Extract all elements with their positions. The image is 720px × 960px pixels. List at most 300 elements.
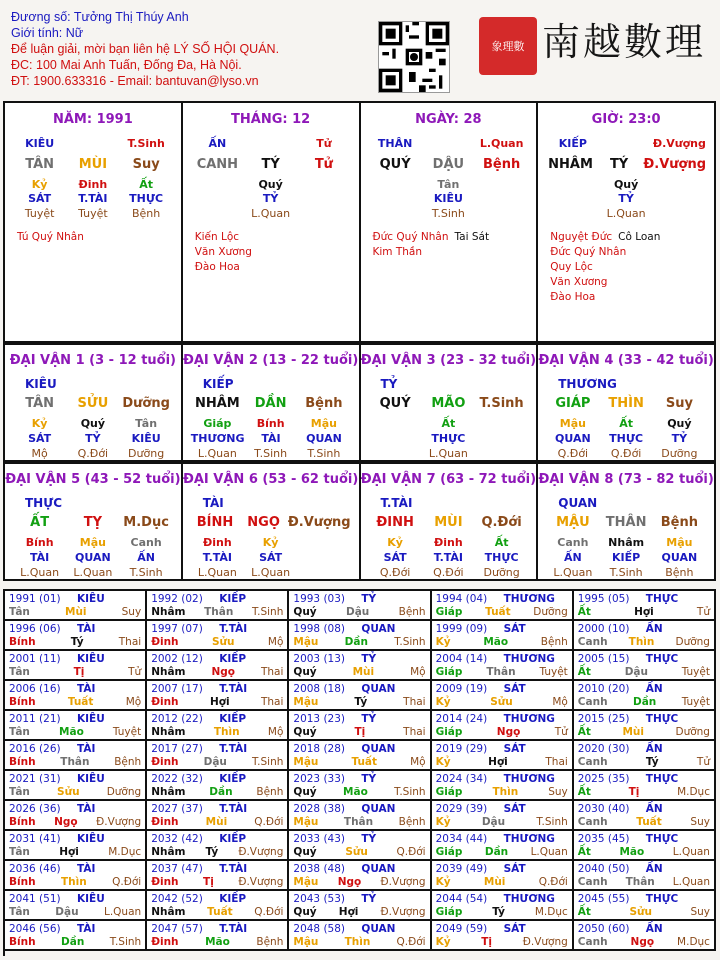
- dai-van-phases-item: Dưỡng: [661, 447, 698, 460]
- year-line-2: [436, 696, 568, 708]
- year-stem: Tân: [9, 846, 30, 858]
- dai-van-stem-branch: [546, 396, 706, 411]
- year-ten-god: SÁT: [503, 803, 526, 815]
- year-line-1: [9, 773, 141, 787]
- year-ten-god: TỶ: [361, 593, 377, 605]
- pillar-phases-item: [191, 207, 244, 220]
- year-label: 2049 (59): [435, 923, 488, 935]
- pillar-stars: [195, 230, 252, 275]
- year-ten-god: QUAN: [361, 743, 396, 755]
- year-branch: Hợi: [59, 846, 79, 858]
- pillar-title: THÁNG: 12: [231, 112, 311, 127]
- pillar-top-item: THÂN: [377, 137, 413, 150]
- year-branch: Ngọ: [630, 936, 655, 948]
- dai-van-hidden-item: Ất: [441, 417, 456, 430]
- year-line-1: [578, 653, 710, 667]
- dai-van-stem-branch-item: ẤT: [30, 515, 50, 530]
- year-line-2: [9, 756, 141, 768]
- year-line-1: [578, 743, 710, 757]
- star-line: [195, 230, 252, 245]
- pillar-stem-branch: [13, 157, 173, 172]
- year-cell: [5, 621, 147, 651]
- year-cell: [289, 891, 431, 921]
- year-ten-god: QUAN: [361, 623, 396, 635]
- year-phase: Mộ: [267, 636, 284, 648]
- year-stem: Giáp: [435, 786, 463, 798]
- year-line-1: [436, 833, 568, 847]
- pillar-hidden-stems-item: [653, 178, 706, 191]
- dai-van-gods-item: TỶ: [671, 432, 688, 445]
- dai-van-phases: [369, 447, 529, 460]
- year-phase: T.Sinh: [251, 756, 284, 768]
- year-ten-god: ẤN: [645, 923, 663, 935]
- pillar-top: [369, 137, 529, 150]
- year-label: 2004 (14): [435, 653, 488, 665]
- year-label: 1995 (05): [577, 593, 630, 605]
- year-line-1: [436, 713, 568, 727]
- year-line-2: [578, 786, 710, 798]
- dai-van-hidden: [191, 417, 351, 430]
- year-cell: [5, 681, 147, 711]
- dai-van-gods: [546, 432, 706, 445]
- year-cell: [574, 891, 716, 921]
- year-line-2: [9, 876, 141, 888]
- star-line: [550, 275, 660, 290]
- year-stem: Bính: [9, 816, 36, 828]
- year-cell: [574, 861, 716, 891]
- year-line-1: [436, 653, 568, 667]
- year-line-2: [293, 906, 425, 918]
- year-label: 2012 (22): [151, 713, 203, 725]
- year-line-1: [9, 713, 141, 727]
- year-line-2: [293, 756, 425, 768]
- dai-van-title: ĐẠI VẬN 4 (33 - 42 tuổi): [538, 353, 714, 368]
- year-line-1: [293, 623, 425, 637]
- year-cell: [147, 831, 289, 861]
- dai-van-hidden-item: Kỷ: [387, 536, 403, 549]
- year-phase: Mộ: [410, 756, 426, 768]
- year-line-2: [578, 816, 710, 828]
- dai-van-hidden-item: Canh: [130, 536, 162, 549]
- year-line-2: [9, 936, 141, 948]
- year-stem: Mậu: [293, 936, 319, 948]
- year-phase: T.Sinh: [536, 816, 568, 828]
- year-branch: Thân: [343, 816, 374, 828]
- pillar-stem-branch: [546, 157, 706, 172]
- dai-van-gods-item: SÁT: [28, 432, 52, 445]
- year-cell: [432, 921, 574, 951]
- year-stem: Bính: [9, 636, 36, 648]
- dai-van-gods-item: QUAN: [75, 551, 111, 564]
- star-line: [550, 260, 660, 275]
- year-label: 2033 (43): [293, 833, 346, 845]
- year-line-1: [436, 863, 568, 877]
- dai-van-god: KIẾP: [202, 377, 234, 391]
- year-ten-god: TỶ: [361, 893, 377, 905]
- year-stem: Kỷ: [435, 696, 451, 708]
- year-line-2: [293, 816, 425, 828]
- year-label: 2032 (42): [151, 833, 203, 845]
- year-line-2: [578, 936, 710, 948]
- dai-van-phases-item: L.Quan: [251, 566, 291, 579]
- year-stem: Mậu: [293, 636, 319, 648]
- year-line-2: [151, 606, 283, 618]
- year-line-2: [151, 906, 283, 918]
- year-label: 2047 (57): [151, 923, 203, 935]
- year-phase: Bệnh: [256, 786, 284, 798]
- year-cell: [147, 861, 289, 891]
- dai-van-phases-item: T.Sinh: [254, 447, 288, 460]
- dai-van-gods-item: THỰC: [609, 432, 644, 445]
- pillar-stem-branch-item: NHÂM: [548, 157, 593, 172]
- year-line-2: [436, 936, 568, 948]
- year-line-1: [151, 923, 283, 937]
- dai-van-stem-branch: [369, 396, 529, 411]
- year-line-1: [293, 683, 425, 697]
- dai-van-gods: [369, 551, 529, 564]
- star-line: [195, 245, 252, 260]
- year-line-2: [151, 786, 283, 798]
- dai-van-cell: [361, 464, 539, 581]
- year-cell: [147, 921, 289, 951]
- year-stem: Ất: [577, 606, 591, 618]
- year-label: 2029 (39): [435, 803, 488, 815]
- pillar-ten-gods-item: TỶ: [618, 192, 634, 205]
- year-branch: Tuất: [351, 756, 378, 768]
- year-ten-god: TỶ: [361, 653, 377, 665]
- year-line-1: [293, 923, 425, 937]
- pillar-ten-gods: [13, 192, 173, 205]
- year-label: 1992 (02): [151, 593, 203, 605]
- year-branch: Sửu: [629, 906, 652, 918]
- year-phase: Tử: [696, 756, 710, 768]
- year-label: 2002 (12): [151, 653, 203, 665]
- year-label: 1994 (04): [435, 593, 488, 605]
- year-cell: [289, 681, 431, 711]
- year-stem: Ất: [577, 666, 591, 678]
- pillar-top: [13, 137, 173, 150]
- star-line: [550, 245, 660, 260]
- dai-van-stem-branch-item: Suy: [665, 396, 693, 411]
- year-stem: Quý: [293, 666, 317, 678]
- year-line-2: [578, 906, 710, 918]
- dai-van-hidden: [13, 536, 173, 549]
- year-line-1: [578, 773, 710, 787]
- year-cell: [574, 591, 716, 621]
- dai-van-stem-branch-item: M.Dục: [123, 515, 169, 530]
- year-branch: Tị: [354, 726, 366, 738]
- year-stem: Mậu: [293, 696, 319, 708]
- year-branch: Dần: [61, 936, 85, 948]
- dai-van-stem-branch-item: NHÂM: [194, 396, 240, 411]
- year-stem: Ất: [577, 906, 591, 918]
- year-phase: Đ.Vượng: [238, 846, 284, 858]
- year-ten-god: THỰC: [645, 773, 679, 785]
- dai-van-stem-branch-item: GIÁP: [555, 396, 591, 411]
- pillar-stem-branch-item: DẬU: [432, 157, 465, 172]
- pillar-cell: [5, 103, 183, 343]
- owner-info: [11, 9, 279, 89]
- year-phase: T.Sinh: [251, 606, 284, 618]
- year-phase: Bệnh: [114, 756, 142, 768]
- pillar-phases-item: L.Quan: [251, 207, 291, 220]
- year-line-2: [151, 846, 283, 858]
- dai-van-phases: [369, 566, 529, 579]
- year-ten-god: KIẾP: [219, 713, 247, 725]
- dai-van-gods-item: TỶ: [85, 432, 101, 445]
- year-branch: Dậu: [624, 666, 648, 678]
- year-line-2: [9, 666, 141, 678]
- pillar-ten-gods-item: [653, 192, 706, 205]
- dai-van-hidden-item: Nhâm: [608, 536, 645, 549]
- year-stem: Giáp: [435, 846, 463, 858]
- year-ten-god: THỰC: [645, 833, 679, 845]
- year-label: 2021 (31): [9, 773, 61, 785]
- dai-van-stem-branch: [191, 515, 351, 530]
- year-stem: Đinh: [151, 696, 179, 708]
- year-cell: [432, 621, 574, 651]
- year-label: 1999 (09): [435, 623, 488, 635]
- year-branch: Hợi: [488, 756, 508, 768]
- year-branch: Tị: [73, 666, 85, 678]
- year-ten-god: THƯƠNG: [503, 893, 555, 905]
- year-phase: Bệnh: [540, 636, 568, 648]
- dai-van-hidden-item: [297, 536, 350, 549]
- year-line-2: [293, 876, 425, 888]
- dai-van-gods-item: SÁT: [383, 551, 407, 564]
- year-ten-god: TÀI: [77, 743, 96, 755]
- year-cell: [432, 651, 574, 681]
- pillar-top-item: L.Quan: [479, 137, 524, 150]
- year-branch: Mão: [619, 846, 645, 858]
- year-line-1: [9, 863, 141, 877]
- year-label: 1998 (08): [293, 623, 346, 635]
- pillar-phases: [546, 207, 706, 220]
- pillar-stem-branch: [191, 157, 351, 172]
- star-line: [550, 230, 660, 245]
- year-line-1: [9, 803, 141, 817]
- pillar-hidden-stems-item: [475, 178, 528, 191]
- year-cell: [574, 741, 716, 771]
- year-line-2: [578, 696, 710, 708]
- year-line-1: [436, 623, 568, 637]
- star-line: [17, 230, 84, 245]
- year-stem: Giáp: [435, 726, 463, 738]
- pillar-top-item: Tử: [316, 137, 332, 150]
- year-cell: [432, 831, 574, 861]
- year-stem: Kỷ: [435, 756, 451, 768]
- year-label: 2048 (58): [293, 923, 346, 935]
- year-cell: [289, 921, 431, 951]
- pillar-phases-item: Tuyệt: [24, 207, 55, 220]
- year-line-2: [578, 756, 710, 768]
- year-line-1: [436, 893, 568, 907]
- year-line-1: [151, 803, 283, 817]
- year-cell: [289, 591, 431, 621]
- year-stem: Nhâm: [151, 666, 186, 678]
- year-branch: Ngọ: [337, 876, 362, 888]
- dai-van-stem-branch-item: QUÝ: [379, 396, 411, 411]
- dai-van-stem-branch-item: THÂN: [605, 515, 647, 530]
- dai-van-gods-item: SÁT: [259, 551, 283, 564]
- year-line-1: [293, 713, 425, 727]
- year-phase: Thai: [403, 726, 426, 738]
- year-line-2: [293, 936, 425, 948]
- star-line: [373, 230, 490, 245]
- year-cell: [574, 681, 716, 711]
- year-phase: Đ.Vượng: [380, 906, 426, 918]
- dai-van-gods-item: ẤN: [137, 551, 155, 564]
- year-phase: Tử: [128, 666, 142, 678]
- year-stem: Đinh: [151, 816, 179, 828]
- dai-van-god: THỰC: [25, 496, 63, 510]
- pillar-hidden-stems-item: [546, 178, 599, 191]
- dai-van-stem-branch-item: THÌN: [608, 396, 644, 411]
- pillar-ten-gods: [546, 192, 706, 205]
- year-line-2: [436, 816, 568, 828]
- year-label: 1993 (03): [293, 593, 346, 605]
- year-label: 2041 (51): [9, 893, 61, 905]
- year-phase: L.Quan: [103, 906, 142, 918]
- year-cell: [5, 711, 147, 741]
- dai-van-gods-item: [475, 432, 528, 445]
- dai-van-gods: [191, 432, 351, 445]
- year-branch: Tý: [354, 696, 368, 708]
- dai-van-phases: [191, 566, 351, 579]
- year-line-2: [9, 846, 141, 858]
- pillar-top-item: KIẾP: [558, 137, 587, 150]
- year-branch: Hợi: [209, 696, 230, 708]
- year-ten-god: T.TÀI: [219, 683, 248, 695]
- dai-van-phases-item: [369, 447, 422, 460]
- year-phase: M.Dục: [677, 786, 710, 798]
- year-phase: Mộ: [125, 696, 142, 708]
- pillar-phases-item: [475, 207, 528, 220]
- year-line-1: [578, 923, 710, 937]
- year-cell: [432, 801, 574, 831]
- pillar-ten-gods: [191, 192, 351, 205]
- star-extra: Tai Sát: [454, 231, 490, 243]
- year-ten-god: THỰC: [645, 893, 679, 905]
- pillar-phases-item: L.Quan: [606, 207, 646, 220]
- year-phase: Q.Đới: [538, 876, 568, 888]
- dai-van-gods-item: TÀI: [261, 432, 281, 445]
- year-ten-god: ẤN: [645, 683, 663, 695]
- year-line-2: [578, 666, 710, 678]
- dai-van-title: ĐẠI VẬN 6 (53 - 62 tuổi): [182, 472, 359, 487]
- year-label: 1991 (01): [9, 593, 61, 605]
- year-cell: [432, 591, 574, 621]
- dai-van-phases-item: Bệnh: [665, 566, 694, 579]
- year-line-2: [578, 876, 710, 888]
- pillar-stem-branch-item: Đ.Vượng: [643, 157, 706, 172]
- year-label: 2046 (56): [9, 923, 61, 935]
- dai-van-stem-branch-item: Q.Đới: [481, 515, 522, 530]
- dai-van-gods: [13, 551, 173, 564]
- year-line-2: [293, 786, 425, 798]
- year-ten-god: ẤN: [645, 863, 663, 875]
- dai-van-stem-branch-item: TỴ: [83, 515, 103, 530]
- dai-van-hidden-item: Kỷ: [262, 536, 279, 549]
- year-label: 2003 (13): [293, 653, 346, 665]
- year-cell: [574, 621, 716, 651]
- dai-van-cell: [5, 464, 183, 581]
- dai-van-stem-branch-item: NGỌ: [247, 515, 280, 530]
- year-cell: [147, 681, 289, 711]
- dai-van-hidden: [369, 536, 529, 549]
- dai-van-cell: [538, 464, 716, 581]
- year-stem: Mậu: [293, 816, 319, 828]
- year-branch: Mùi: [483, 876, 506, 888]
- year-branch: Tuất: [67, 696, 94, 708]
- pillar-hidden-stems: [191, 178, 351, 191]
- year-stem: Kỷ: [435, 636, 451, 648]
- year-stem: Nhâm: [151, 606, 186, 618]
- year-label: 2036 (46): [9, 863, 61, 875]
- year-line-2: [151, 636, 283, 648]
- year-cell: [574, 651, 716, 681]
- year-stem: Canh: [577, 756, 608, 768]
- pillar-hidden-stems-item: [369, 178, 422, 191]
- dai-van-phases-item: L.Quan: [20, 566, 60, 579]
- year-branch: Tị: [628, 786, 640, 798]
- year-branch: Ngọ: [211, 666, 235, 678]
- pillar-title: GIỜ: 23:0: [591, 112, 661, 127]
- year-line-2: [436, 846, 568, 858]
- star-name: Đào Hoa: [194, 261, 240, 273]
- four-pillars: [3, 101, 716, 343]
- year-ten-god: TÀI: [77, 683, 96, 695]
- year-cell: [574, 831, 716, 861]
- year-stem: Ất: [577, 786, 591, 798]
- dai-van-phases-item: Dưỡng: [128, 447, 165, 460]
- dai-van-phases-item: T.Sinh: [129, 566, 163, 579]
- year-stem: Nhâm: [151, 726, 186, 738]
- year-label: 2001 (11): [9, 653, 61, 665]
- year-phase: Thai: [545, 756, 568, 768]
- dai-van-hidden-item: Mậu: [79, 536, 106, 549]
- dai-van-gods-item: QUAN: [661, 551, 698, 564]
- year-phase: Bệnh: [398, 606, 426, 618]
- year-label: 2040 (50): [577, 863, 630, 875]
- seal-text: 象理數: [491, 39, 525, 53]
- year-phase: Q.Đới: [396, 846, 426, 858]
- dai-van-gods-item: [297, 551, 350, 564]
- dai-van-phases-item: T.Sinh: [307, 447, 341, 460]
- year-stem: Đinh: [151, 636, 179, 648]
- brand-title: 南越數理: [542, 20, 707, 64]
- year-line-2: [9, 696, 141, 708]
- year-ten-god: THƯƠNG: [503, 773, 555, 785]
- year-cell: [147, 801, 289, 831]
- pillar-stem-branch-item: Suy: [132, 157, 160, 172]
- year-ten-god: SÁT: [503, 923, 526, 935]
- year-label: 2019 (29): [435, 743, 488, 755]
- dai-van-phases-item: L.Quan: [197, 447, 237, 460]
- year-line-1: [293, 593, 425, 607]
- year-label: 2034 (44): [435, 833, 488, 845]
- star-name: Quy Lộc: [550, 261, 593, 273]
- year-stem: Bính: [9, 876, 36, 888]
- pillar-phases-item: [546, 207, 599, 220]
- dai-van-gods: [369, 432, 529, 445]
- pillar-hidden-stems-item: Tân: [437, 178, 460, 191]
- dai-van-gods: [13, 432, 173, 445]
- year-line-1: [9, 743, 141, 757]
- year-stem: Tân: [9, 786, 30, 798]
- year-line-2: [436, 876, 568, 888]
- year-stem: Ất: [577, 846, 591, 858]
